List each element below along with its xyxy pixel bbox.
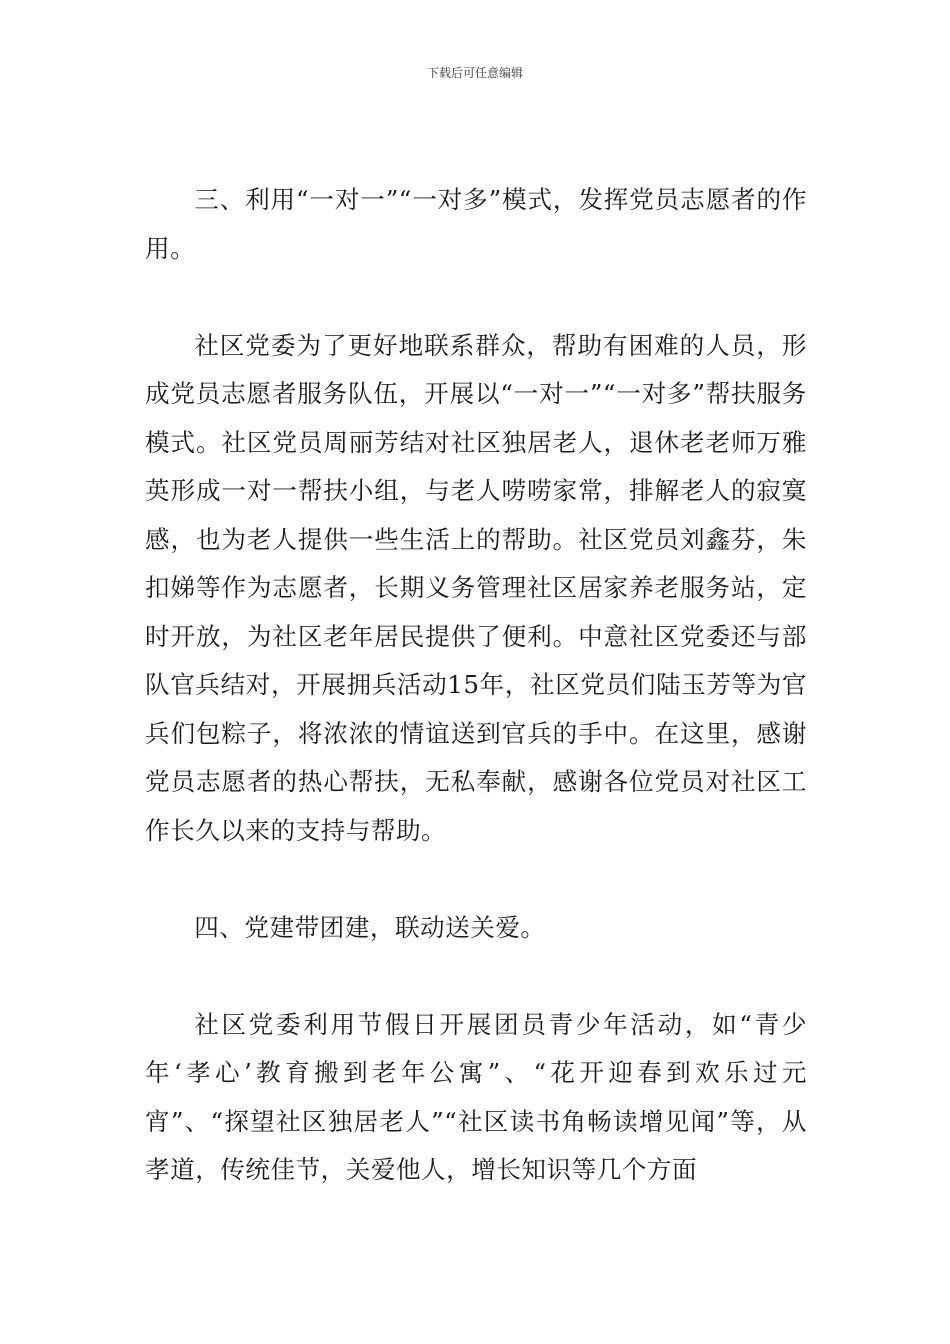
paragraph-spacer	[145, 952, 807, 1001]
section-heading-4: 四、党建带团建，联动送关爱。	[194, 912, 546, 942]
page-header: 下载后可任意编辑	[426, 66, 523, 80]
paragraph-spacer	[145, 855, 807, 904]
paragraph-youth-activities: 社区党委利用节假日开展团员青少年活动，如“青少年‘孝心’教育搬到老年公寓”、“花开迎春到欢乐过元宵”、“探望社区独居老人”“社区读书角畅读增见闻”等，从孝道，传统佳节，关爱他人，增长知识等几个方面	[145, 1009, 807, 1184]
paragraph-spacer	[145, 273, 807, 322]
section-heading-3: 三、利用“一对一”“一对多”模式，发挥党员志愿者的作用。	[145, 185, 807, 263]
document-body	[145, 176, 807, 1195]
paragraph-volunteers: 社区党委为了更好地联系群众，帮助有困难的人员，形成党员志愿者服务队伍，开展以“一对一”“一对多”帮扶服务模式。社区党员周丽芳结对社区独居老人，退休老老师万雅英形成一对一帮扶小组，与老人唠唠家常，排解老人的寂寞感，也为老人提供一些生活上的帮助。社区党员刘鑫芬，朱扣娣等作为志愿者，长期义务管理社区居家养老服务站，定时开放，为社区老年居民提供了便利。中意社区党委还与部队官兵结对，开展拥兵活动15年，社区党员们陆玉芳等为官兵们包粽子，将浓浓的情谊送到官兵的手中。在这里，感谢党员志愿者的热心帮扶，无私奉献，感谢各位党员对社区工作长久以来的支持与帮助。	[145, 330, 807, 845]
